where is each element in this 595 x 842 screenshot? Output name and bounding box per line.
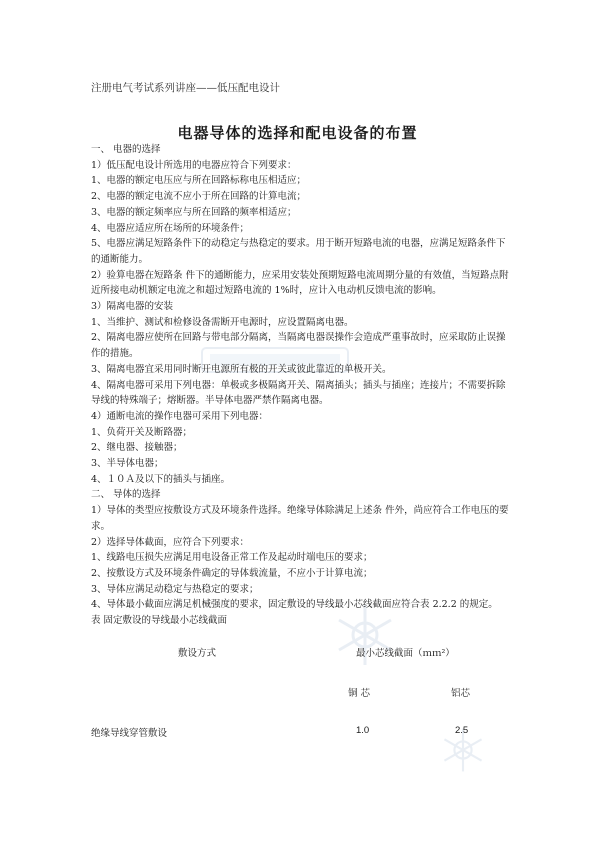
paragraph: 2、电器的额定电流不应小于所在回路的计算电流； xyxy=(91,191,307,203)
table-cell-aluminum: 2.5 xyxy=(455,725,469,736)
table-cell-method: 绝缘导线穿管敷设 xyxy=(91,728,168,739)
paragraph: 4、隔离电器可采用下列电器：单极或多极隔离开关、隔离插头；插头与插座；连接片；不需要拆除导线的特殊端子；熔断器。半导体电器严禁作隔离电器。 xyxy=(91,379,506,407)
paragraph: 1、当维护、测试和检修设备需断开电源时，应设置隔离电器。 xyxy=(91,316,354,328)
table-cell-copper: 1.0 xyxy=(356,725,370,736)
table-row xyxy=(91,725,511,739)
section-heading: 一、 电器的选择 xyxy=(91,144,161,155)
paragraph: 2）选择导体截面，应符合下列要求： xyxy=(91,536,250,548)
paragraph: 4、导体最小截面应满足机械强度的要求，固定敷设的导线最小芯线截面应符合表 2.2.2 的规定。 xyxy=(91,599,498,611)
paragraph: 5、电器应满足短路条件下的动稳定与热稳定的要求。用于断开短路电流的电器，应满足短路条件下的通断能力。 xyxy=(91,238,506,265)
paragraph: 1）导体的类型应按敷设方式及环境条件选择。绝缘导体除满足上述条 件外，尚应符合工作电压的要求。 xyxy=(91,505,509,532)
paragraph: 4）通断电流的操作电器可采用下列电器： xyxy=(91,410,269,422)
paragraph: 2、继电器、接触器； xyxy=(91,442,183,454)
table-caption: 表 固定敷设的导线最小芯线截面 xyxy=(91,615,228,627)
paragraph: 2、隔离电器应使所在回路与带电部分隔离，当隔离电器误操作会造成严重事故时，应采取防止误操作的措施。 xyxy=(91,332,506,360)
paragraph: 1、负荷开关及断路器； xyxy=(91,426,193,438)
paragraph: 4、１０Ａ及以下的插头与插座。 xyxy=(91,473,231,485)
column-header-method: 敷设方式 xyxy=(178,648,217,659)
document-title: 电器导体的选择和配电设备的布置 xyxy=(177,124,418,142)
section-heading: 二、 导体的选择 xyxy=(91,489,161,501)
column-header-size: 最小芯线截面（ｍｍ²） xyxy=(356,648,455,659)
paragraph: 2）验算电器在短路条 件下的通断能力，应采用安装处预期短路电流周期分量的有效值，当短路点附近所接电动机额定电流之和超过短路电流的 1%时，应计入电动机反馈电流的影响。 xyxy=(91,269,509,297)
paragraph: 3、电器的额定频率应与所在回路的频率相适应； xyxy=(91,206,297,218)
paragraph: 1、电器的额定电压应与所在回路标称电压相适应； xyxy=(91,175,307,187)
paragraph: 3、隔离电器宜采用同时断开电源所有极的开关或彼此靠近的单极开关。 xyxy=(91,363,392,375)
paragraph: 3、半导体电器； xyxy=(91,458,164,470)
column-header-aluminum: 铝芯 xyxy=(451,688,471,699)
paragraph: 3）隔离电器的安装 xyxy=(91,301,174,313)
document-header: 注册电气考试系列讲座——低压配电设计 xyxy=(91,82,280,94)
document-body xyxy=(91,142,509,629)
column-header-copper: 铜 芯 xyxy=(348,688,371,699)
paragraph: 1）低压配电设计所选用的电器应符合下列要求： xyxy=(91,159,297,171)
paragraph: 4、电器应适应所在场所的环境条件； xyxy=(91,222,250,234)
table-subheader-row xyxy=(91,685,511,699)
paragraph: 1、线路电压损失应满足用电设备正常工作及起动时端电压的要求； xyxy=(91,552,373,564)
table-header-row xyxy=(91,645,511,659)
paragraph: 2、按敷设方式及环境条件确定的导体载流量，不应小于计算电流； xyxy=(91,567,373,579)
paragraph: 3、导体应满足动稳定与热稳定的要求； xyxy=(91,583,259,595)
